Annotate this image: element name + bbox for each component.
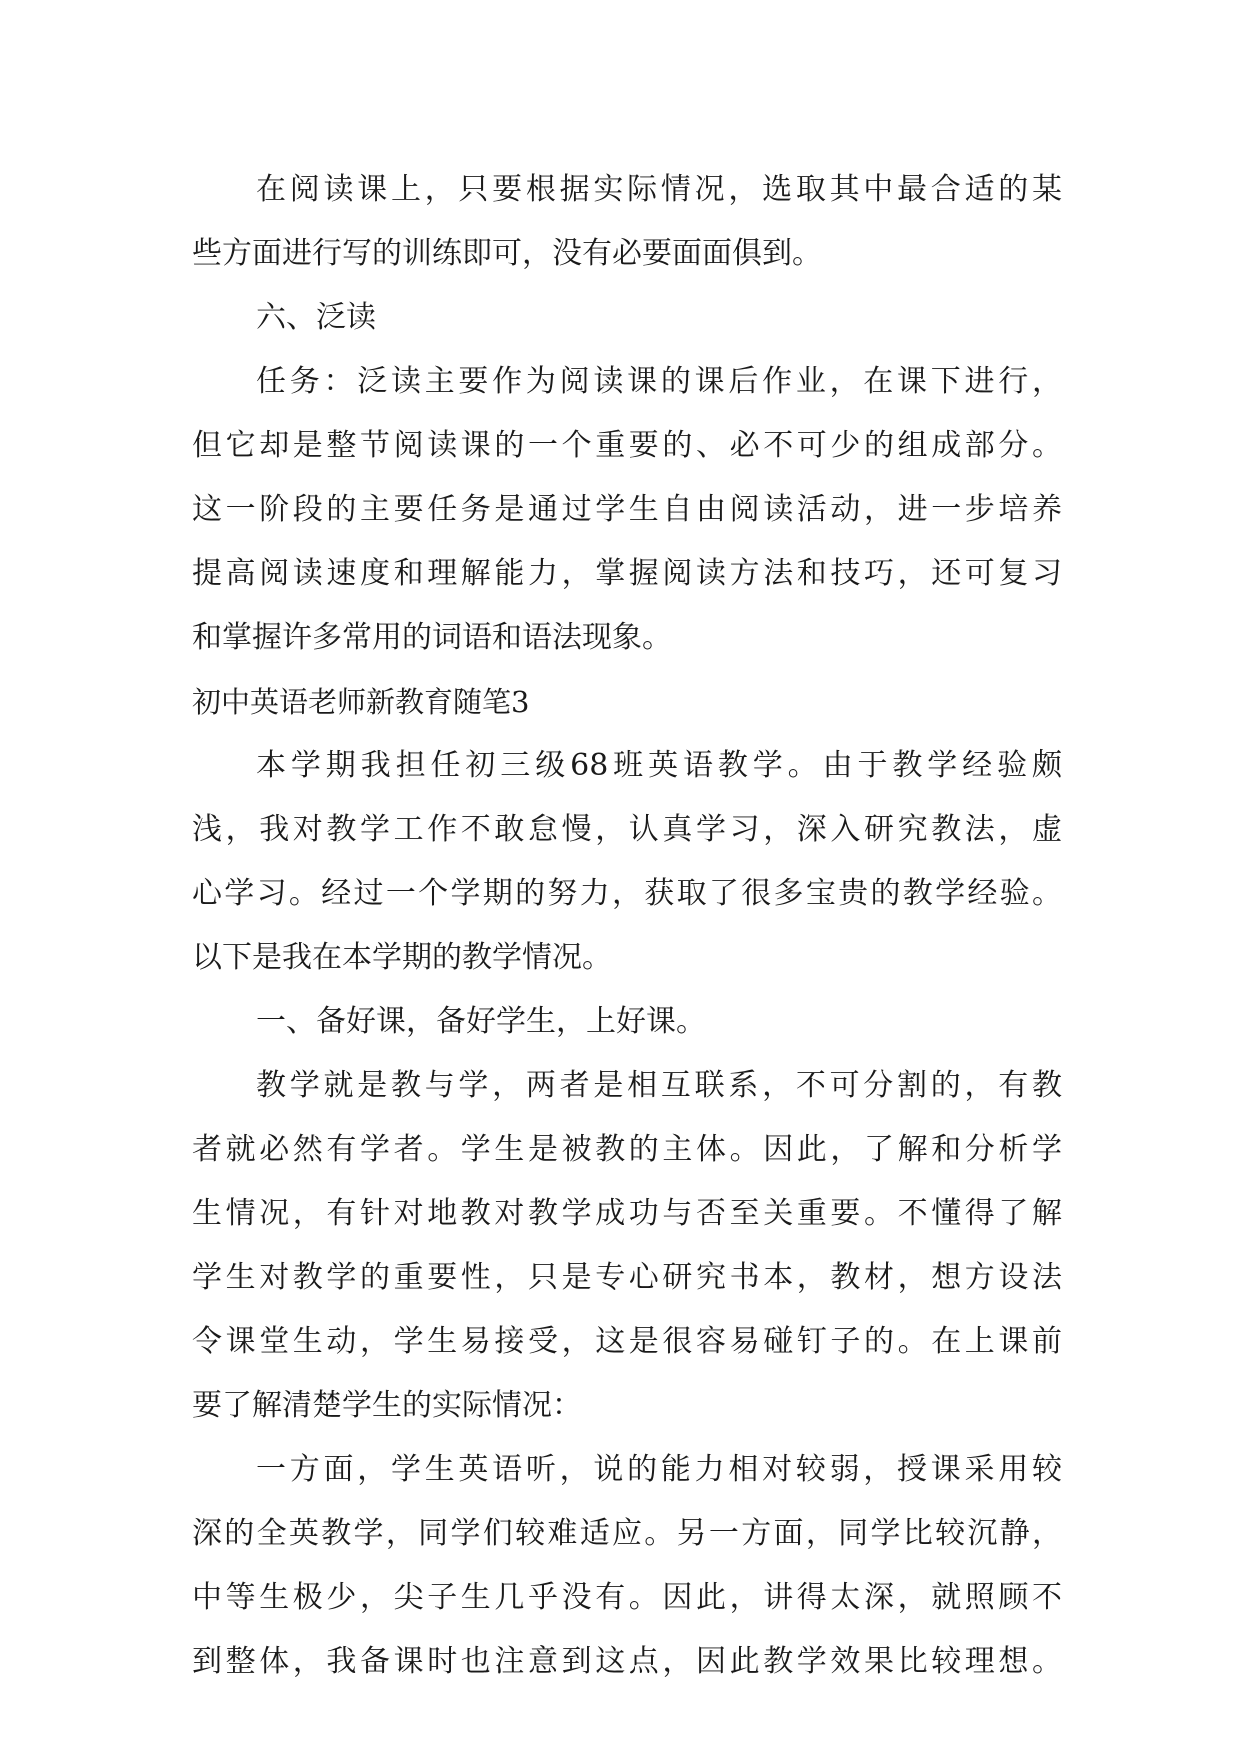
text-line: 这一阶段的主要任务是通过学生自由阅读活动，进一步培养 xyxy=(192,492,1062,527)
text-line: 六、泛读 xyxy=(256,300,376,335)
text-line: 任务：泛读主要作为阅读课的课后作业，在课下进行， xyxy=(256,364,1062,399)
paragraph xyxy=(192,1054,1062,1438)
text-line: 者就必然有学者。学生是被教的主体。因此，了解和分析学 xyxy=(192,1132,1062,1167)
text-line: 和掌握许多常用的词语和语法现象。 xyxy=(192,620,672,655)
text-line: 提高阅读速度和理解能力，掌握阅读方法和技巧，还可复习 xyxy=(192,556,1062,591)
document-page xyxy=(192,158,1062,1694)
paragraph xyxy=(192,1438,1062,1694)
text-line: 在阅读课上，只要根据实际情况，选取其中最合适的某 xyxy=(256,172,1062,207)
text-line: 令课堂生动，学生易接受，这是很容易碰钉子的。在上课前 xyxy=(192,1324,1062,1359)
text-line: 一、备好课，备好学生，上好课。 xyxy=(256,1004,706,1039)
text-line: 心学习。经过一个学期的努力，获取了很多宝贵的教学经验。 xyxy=(192,876,1062,911)
text-line: 初中英语老师新教育随笔3 xyxy=(192,685,530,719)
text-line: 浅，我对教学工作不敢怠慢，认真学习，深入研究教法，虚 xyxy=(192,812,1062,847)
paragraph xyxy=(192,350,1062,670)
text-line: 本学期我担任初三级68班英语教学。由于教学经验颇 xyxy=(256,748,1062,783)
document-title xyxy=(192,670,1062,734)
section-heading xyxy=(192,990,1062,1054)
text-line: 学生对教学的重要性，只是专心研究书本，教材，想方设法 xyxy=(192,1260,1062,1295)
section-heading xyxy=(192,286,1062,350)
text-line: 生情况，有针对地教对教学成功与否至关重要。不懂得了解 xyxy=(192,1196,1062,1231)
text-line: 教学就是教与学，两者是相互联系，不可分割的，有教 xyxy=(256,1068,1062,1103)
paragraph xyxy=(192,158,1062,286)
paragraph xyxy=(192,734,1062,990)
text-line: 到整体，我备课时也注意到这点，因此教学效果比较理想。 xyxy=(192,1644,1062,1679)
text-line: 中等生极少，尖子生几乎没有。因此，讲得太深，就照顾不 xyxy=(192,1580,1062,1615)
text-line: 一方面，学生英语听，说的能力相对较弱，授课采用较 xyxy=(256,1452,1062,1487)
text-line: 要了解清楚学生的实际情况： xyxy=(192,1388,582,1423)
text-line: 以下是我在本学期的教学情况。 xyxy=(192,940,612,975)
text-line: 但它却是整节阅读课的一个重要的、必不可少的组成部分。 xyxy=(192,428,1062,463)
text-line: 深的全英教学，同学们较难适应。另一方面，同学比较沉静， xyxy=(192,1516,1062,1551)
text-line: 些方面进行写的训练即可，没有必要面面俱到。 xyxy=(192,236,822,271)
